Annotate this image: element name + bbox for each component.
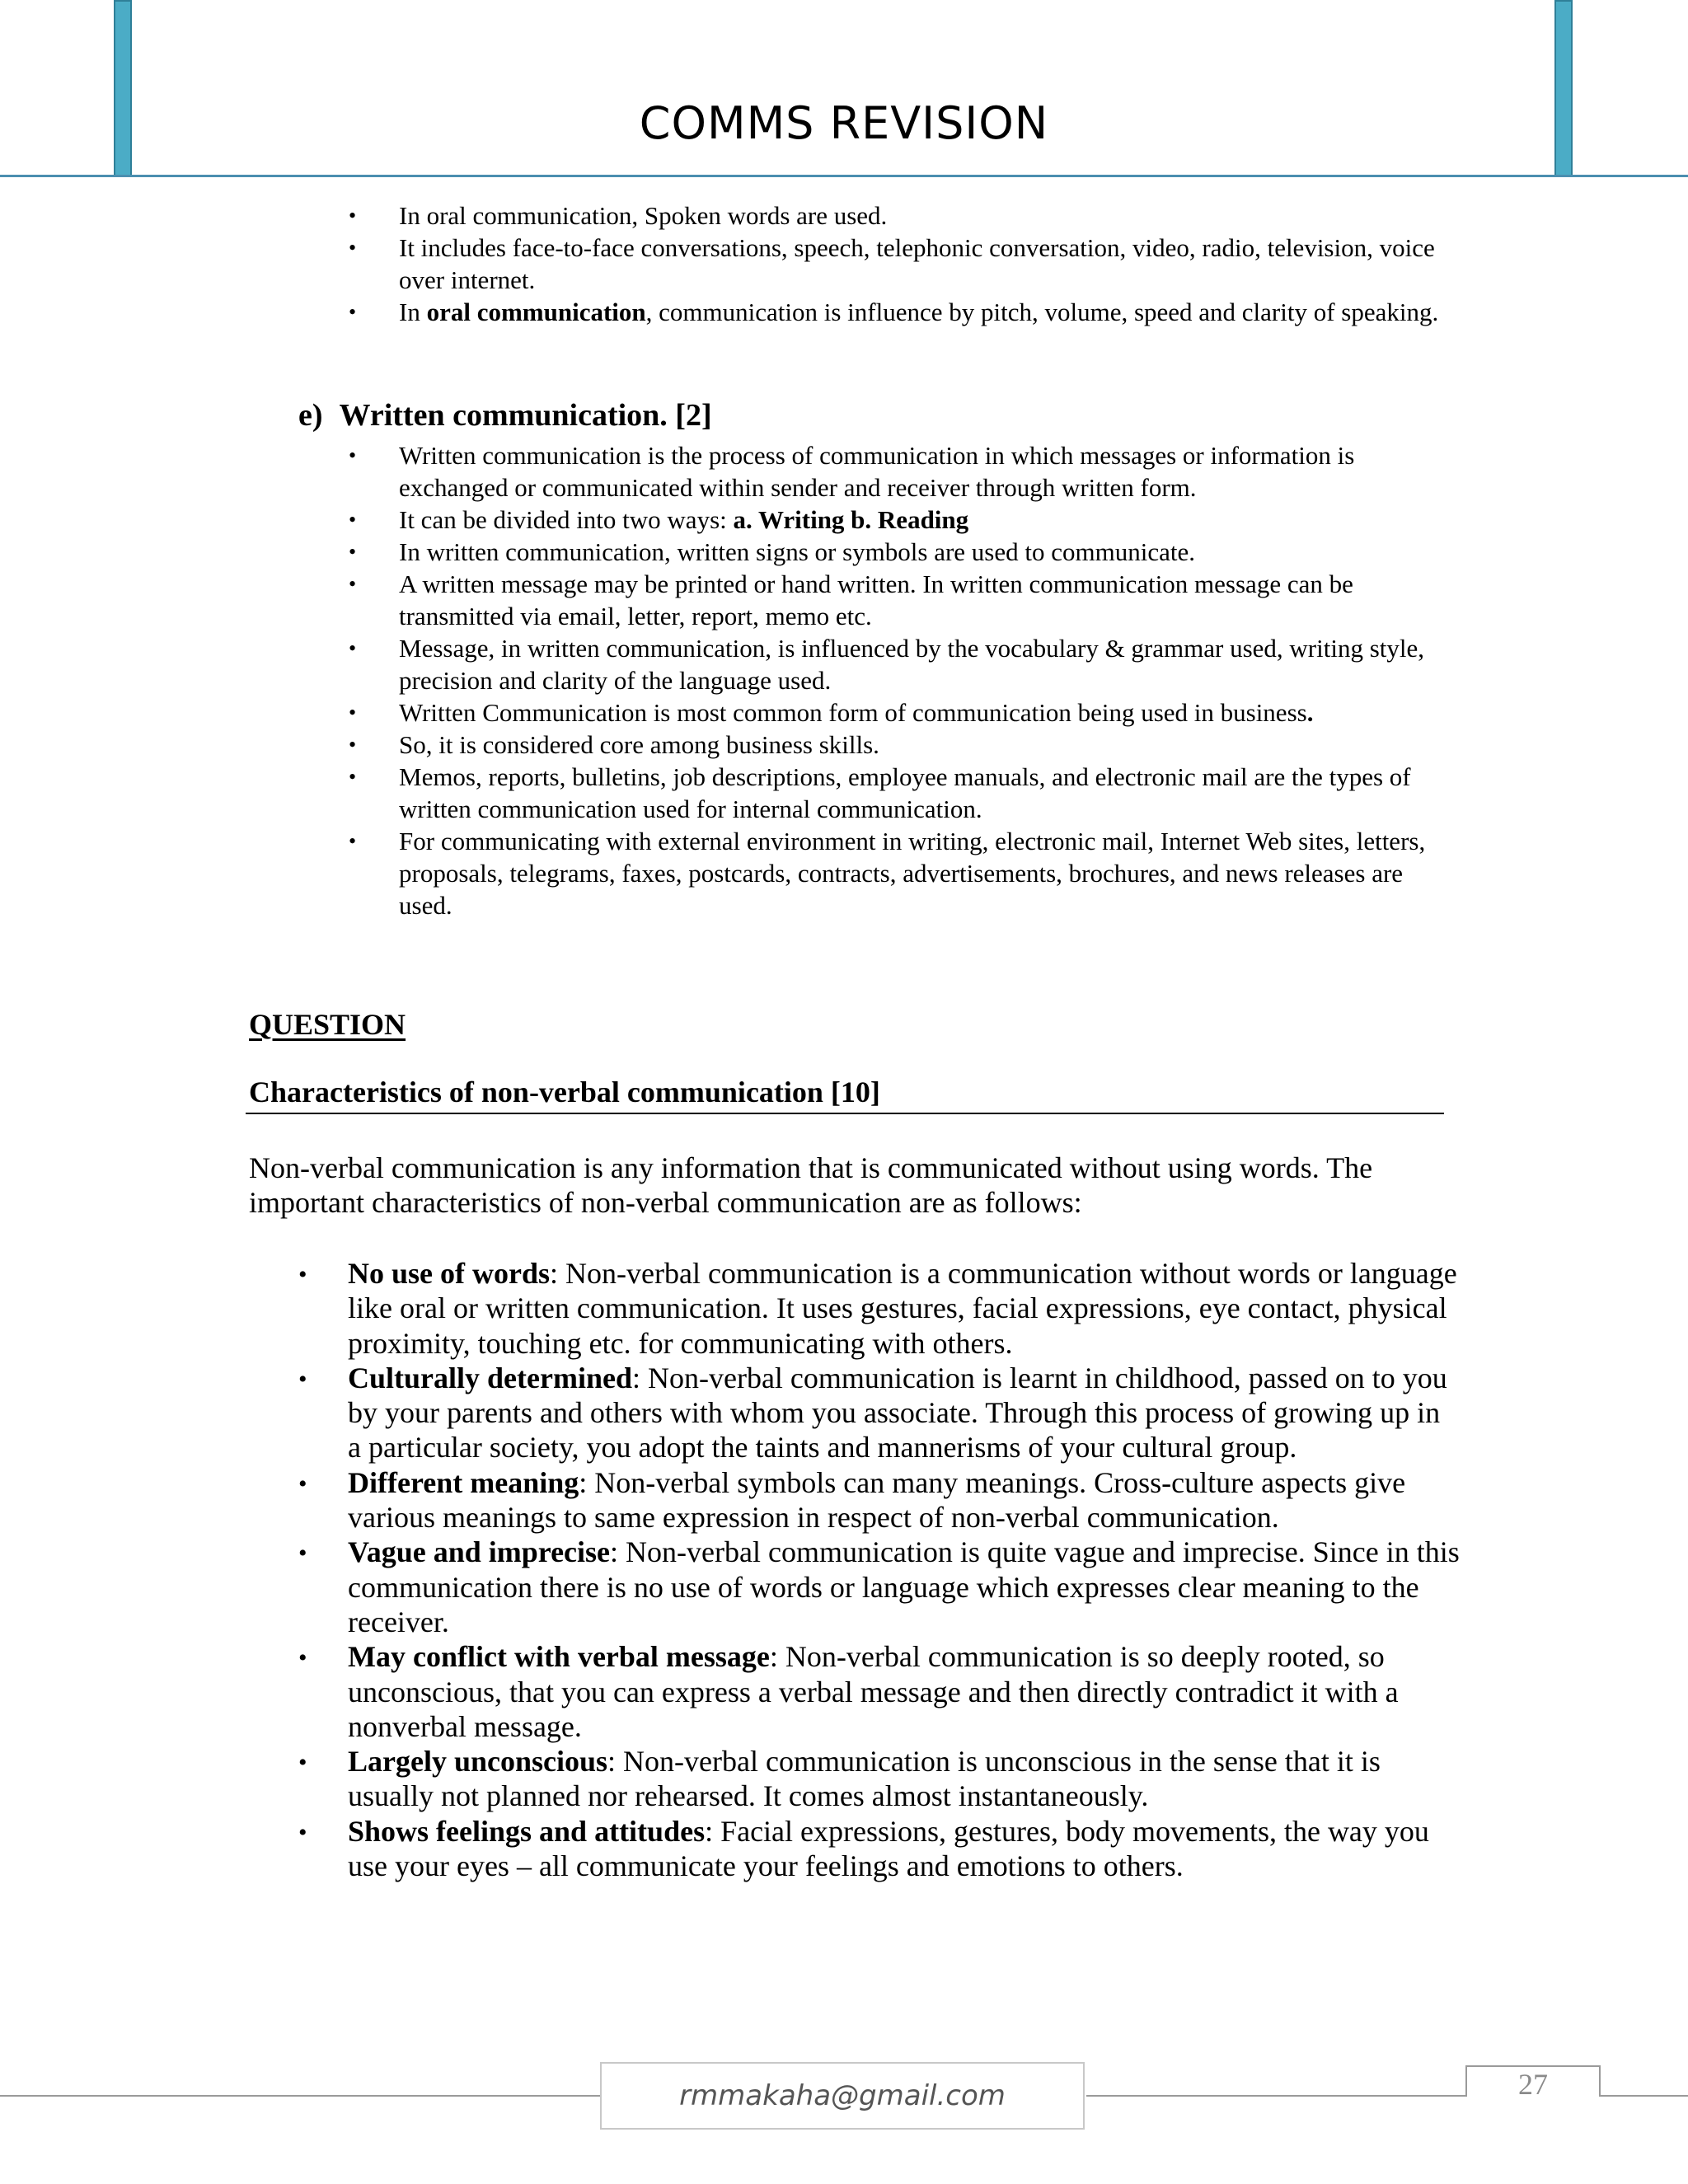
characteristics-list: [298, 1256, 1461, 1883]
item-text: In oral communication, Spoken words are used.: [399, 201, 888, 230]
section-letter: e): [298, 398, 323, 433]
bullet-icon: •: [298, 1540, 307, 1568]
bold-text: .: [1306, 698, 1314, 727]
list-item: [349, 632, 1462, 696]
bullet-icon: •: [349, 636, 357, 660]
item-text: , communication is influence by pitch, volume, speed and clarity of speaking.: [645, 298, 1439, 326]
item-text: In written communication, written signs or symbols are used to communicate.: [399, 537, 1195, 566]
bold-text: oral communication: [426, 298, 646, 326]
written-section-heading: [298, 397, 712, 434]
bold-text: Culturally determined: [348, 1361, 632, 1394]
item-text: So, it is considered core among business skills.: [399, 730, 879, 759]
question-label: QUESTION: [249, 1008, 406, 1041]
footer-rule-left: [0, 2095, 600, 2097]
header-right-bar: [1554, 0, 1573, 176]
intro-paragraph: Non-verbal communication is any information that is communicated without using words. The important characteristics of non-verbal communication are as follows:: [249, 1151, 1373, 1219]
bullet-icon: •: [349, 733, 357, 757]
bullet-icon: •: [298, 1749, 307, 1777]
bold-text: a. Writing b. Reading: [733, 505, 969, 534]
list-item: [298, 1465, 1461, 1535]
list-item: [349, 232, 1462, 296]
header-left-bar: [114, 0, 132, 176]
item-text: It includes face-to-face conversations, speech, telephonic conversation, video, radio, television, voice over internet.: [399, 233, 1435, 294]
bold-text: Different meaning: [348, 1465, 579, 1499]
bullet-icon: •: [349, 508, 357, 532]
bullet-icon: •: [298, 1818, 307, 1846]
item-text: : Non-verbal communication is quite vague and imprecise. Since in this communication there is no use of words or language which expresses clear meaning to the receiver.: [348, 1535, 1460, 1638]
bold-text: Largely unconscious: [348, 1745, 608, 1779]
list-item: [349, 199, 1462, 232]
item-text: For communicating with external environment in writing, electronic mail, Internet Web sites, letters, proposals, telegrams, faxes, postcards, contracts, advertisements, brochures, and news releases are used.: [399, 827, 1426, 920]
list-item: [349, 568, 1462, 632]
bullet-icon: •: [298, 1261, 307, 1288]
bullet-icon: •: [349, 540, 357, 564]
bullet-icon: •: [349, 300, 357, 324]
bold-text: No use of words: [348, 1257, 551, 1290]
page-title: COMMS REVISION: [639, 97, 1049, 149]
list-item: [349, 504, 1462, 536]
bold-text: Shows feelings and attitudes: [348, 1814, 706, 1848]
item-text: A written message may be printed or hand written. In written communication message can be transmitted via email, letter, report, memo etc.: [399, 569, 1353, 630]
bold-text: May conflict with verbal message: [348, 1640, 770, 1674]
bullet-icon: •: [349, 236, 357, 260]
bullet-icon: •: [298, 1469, 307, 1497]
bullet-icon: •: [349, 204, 357, 227]
list-item: [298, 1256, 1461, 1361]
item-text: In: [399, 298, 427, 326]
list-item: [349, 696, 1462, 729]
bullet-icon: •: [349, 572, 357, 596]
question-heading: Characteristics of non-verbal communication [10]: [249, 1076, 880, 1108]
list-item: [349, 536, 1462, 568]
page-number: 27: [1518, 2068, 1548, 2101]
footer-rule-right: [1599, 2095, 1688, 2097]
list-item: [298, 1814, 1461, 1884]
list-item: [349, 761, 1462, 825]
bullet-icon: •: [349, 443, 357, 467]
item-text: : Non-verbal symbols can many meanings. Cross-culture aspects give various meanings to same expression in respect of non-verbal communication.: [348, 1465, 1406, 1535]
bullet-icon: •: [349, 765, 357, 789]
oral-bullet-list: [349, 199, 1462, 328]
heading-rule: [246, 1113, 1444, 1114]
bullet-icon: •: [349, 701, 357, 724]
item-text: : Non-verbal communication is a communication without words or language like oral or written communication. It uses gestures, facial expressions, eye contact, physical proximity, touching etc. for communicating with others.: [348, 1257, 1457, 1360]
list-item: [349, 825, 1462, 921]
item-text: Message, in written communication, is influenced by the vocabulary & grammar used, writing style, precision and clarity of the language used.: [399, 634, 1424, 695]
list-item: [349, 296, 1462, 328]
item-text: Written Communication is most common form of communication being used in business: [399, 698, 1307, 727]
list-item: [298, 1361, 1461, 1465]
header-rule: [0, 175, 1688, 177]
written-bullet-list: [349, 439, 1462, 921]
bullet-icon: •: [298, 1365, 307, 1393]
item-text: It can be divided into two ways:: [399, 505, 734, 534]
list-item: [298, 1639, 1461, 1744]
footer-email: rmmakaha@gmail.com: [600, 2062, 1085, 2130]
bold-text: Vague and imprecise: [348, 1535, 611, 1569]
item-text: Written communication is the process of communication in which messages or information is exchanged or communicated within sender and receiver through written form.: [399, 441, 1355, 502]
list-item: [298, 1744, 1461, 1814]
item-text: : Non-verbal communication is learnt in childhood, passed on to you by your parents and others with whom you associate. Through this process of growing up in a particular society, you adopt the taints and mannerisms of your cultural group.: [348, 1361, 1447, 1465]
footer-rule-middle: [1086, 2095, 1465, 2097]
bullet-icon: •: [298, 1644, 307, 1672]
item-text: : Non-verbal communication is so deeply rooted, so unconscious, that you can express a verbal message and then directly contradict it with a nonverbal message.: [348, 1640, 1399, 1743]
list-item: [349, 439, 1462, 504]
item-text: : Facial expressions, gestures, body movements, the way you use your eyes – all communicate your feelings and emotions to others.: [348, 1814, 1429, 1883]
list-item: [298, 1535, 1461, 1639]
item-text: : Non-verbal communication is unconscious in the sense that it is usually not planned nor rehearsed. It comes almost instantaneously.: [348, 1745, 1381, 1813]
item-text: Memos, reports, bulletins, job descriptions, employee manuals, and electronic mail are the types of written communication used for internal communication.: [399, 762, 1411, 823]
list-item: [349, 729, 1462, 761]
bullet-icon: •: [349, 829, 357, 853]
section-heading-text: Written communication. [2]: [339, 398, 712, 433]
